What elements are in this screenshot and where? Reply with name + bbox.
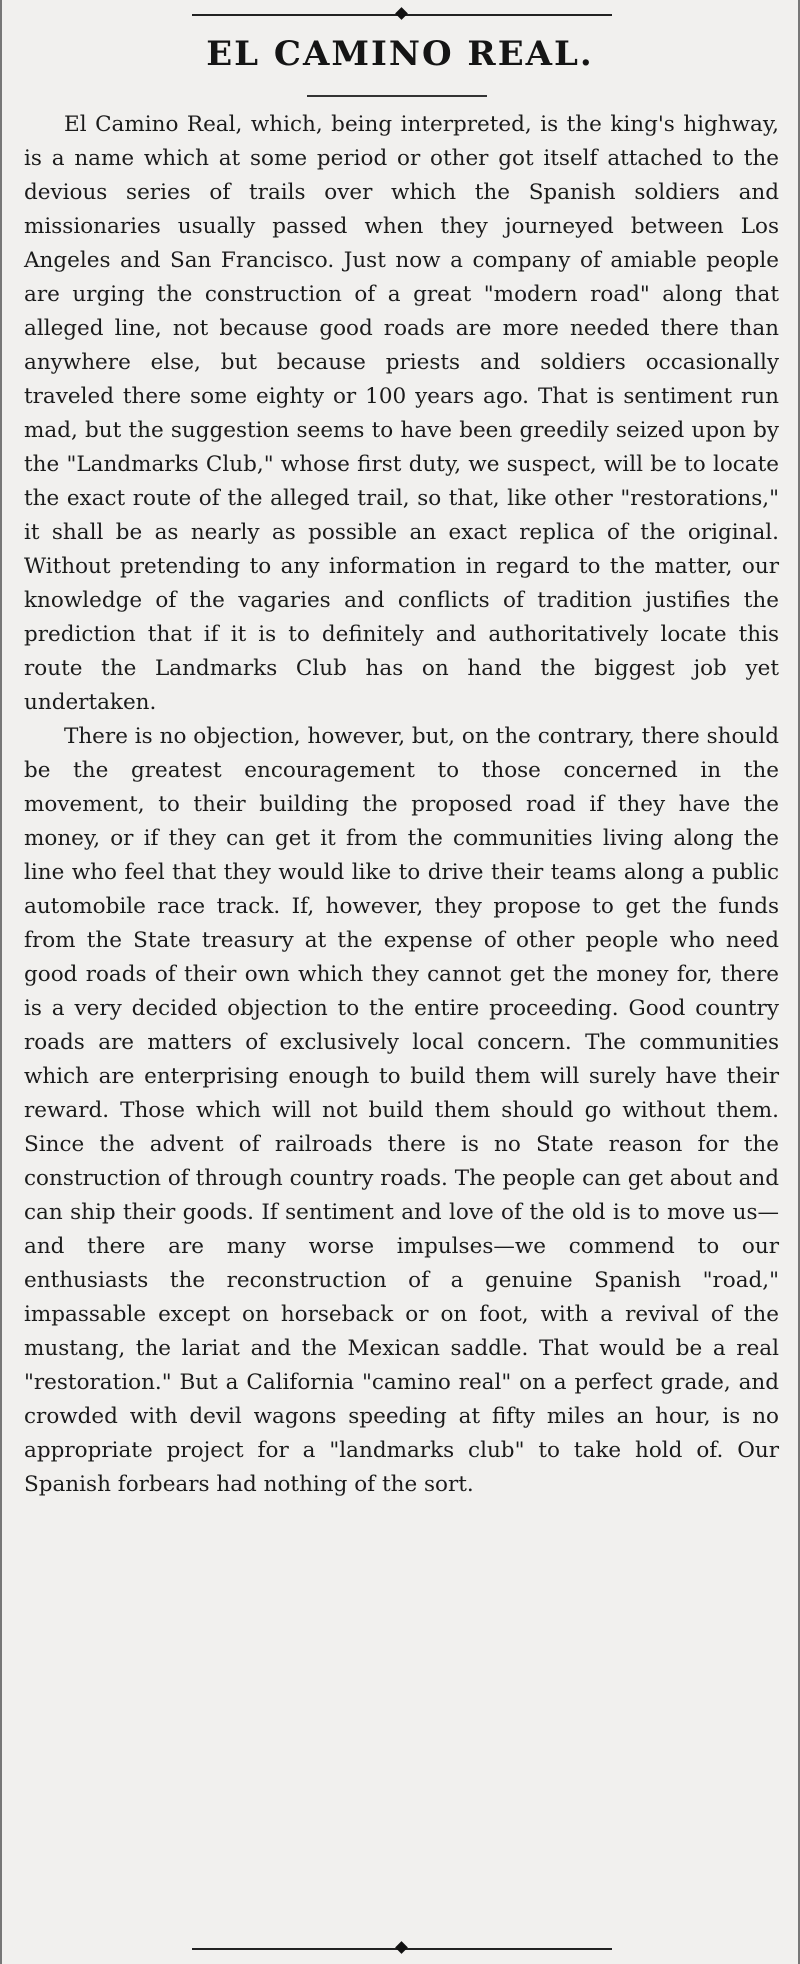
top-ornamental-rule — [192, 8, 612, 22]
headline: EL CAMINO REAL. — [206, 34, 594, 74]
article-body — [24, 108, 779, 1502]
top-rule-diamond-icon — [395, 7, 408, 20]
headline-underline-rule — [307, 95, 487, 97]
article-paragraph-1: El Camino Real, which, being interpreted, is the king's highway, is a name which at some period or other got itself attached to the devious series of trails over which the Spanish soldiers and missionaries usually passed when they journeyed between Los Angeles and San Francisco. Just now a company of amiable people are urging the construction of a great "modern road" along that alleged line, not because good roads are more needed there than anywhere else, but because priests and soldiers occasionally traveled there some eighty or 100 years ago. That is sentiment run mad, but the suggestion seems to have been greedily seized upon by the "Landmarks Club," whose first duty, we suspect, will be to locate the exact route of the alleged trail, so that, like other "restorations," it shall be as nearly as possible an exact replica of the original. Without pretending to any information in regard to the matter, our knowledge of the vagaries and conflicts of tradition justifies the prediction that if it is to definitely and authoritatively locate this route the Landmarks Club has on hand the biggest job yet undertaken. — [24, 112, 779, 715]
bottom-ornamental-rule — [192, 1942, 612, 1956]
bottom-rule-diamond-icon — [395, 1941, 408, 1954]
article-paragraph-2: There is no objection, however, but, on the contrary, there should be the greatest encouragement to those concerned in the movement, to their building the proposed road if they have the money, or if they can get it from the communities living along the line who feel that they would like to drive their teams along a public automobile race track. If, however, they propose to get the funds from the State treasury at the expense of other people who need good roads of their own which they cannot get the money for, there is a very decided objection to the entire proceeding. Good country roads are matters of exclusively local concern. The communities which are enterprising enough to build them will surely have their reward. Those which will not build them should go without them. Since the advent of railroads there is no State reason for the construction of through country roads. The people can get about and can ship their goods. If sentiment and love of the old is to move us—and there are many worse impulses—we commend to our enthusiasts the reconstruction of a genuine Spanish "road," impassable except on horseback or on foot, with a revival of the mustang, the lariat and the Mexican saddle. That would be a real "restoration." But a California "camino real" on a perfect grade, and crowded with devil wagons speeding at fifty miles an hour, is no appropriate project for a "landmarks club" to take hold of. Our Spanish forbears had nothing of the sort. — [24, 724, 779, 1497]
